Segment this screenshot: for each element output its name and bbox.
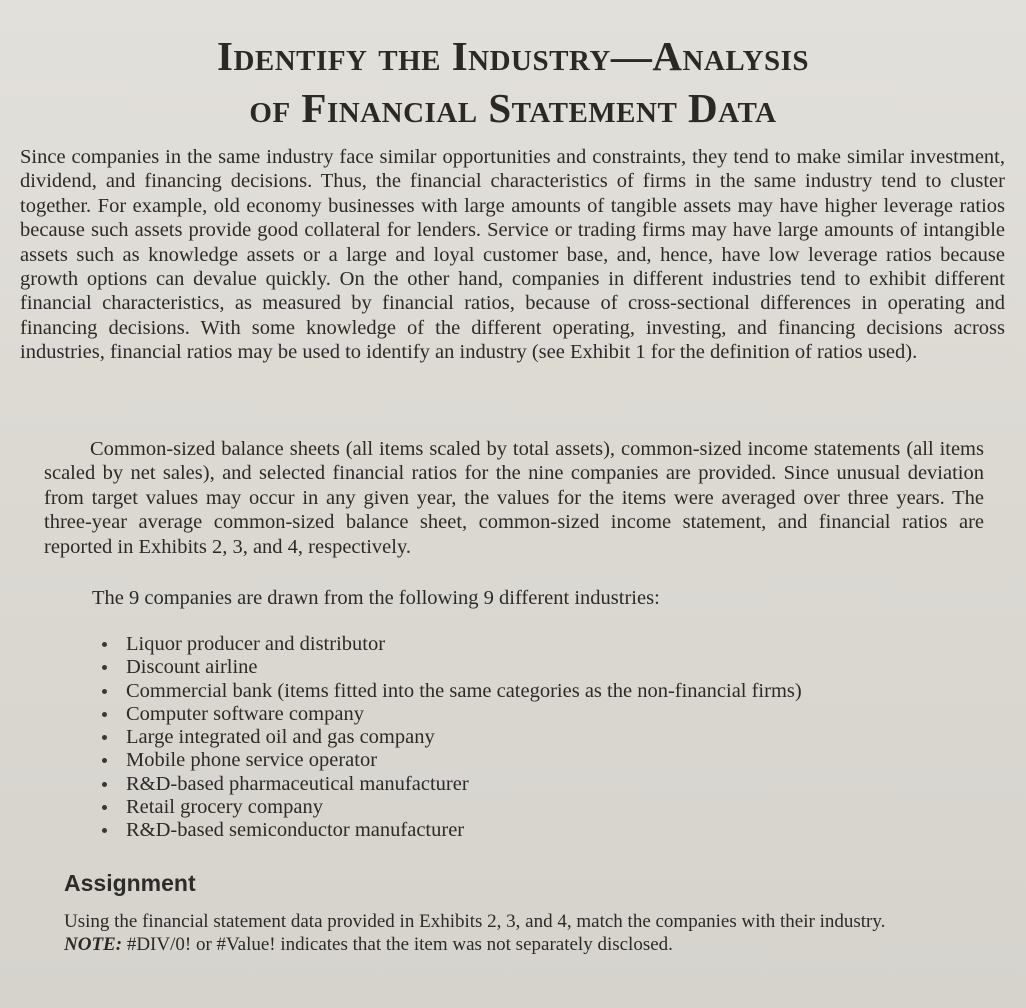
assignment-instruction: Using the financial statement data provided in Exhibits 2, 3, and 4, match the companies with their industry. <box>64 911 886 932</box>
bullet-icon <box>102 712 107 717</box>
page-title <box>0 30 1026 134</box>
bullet-icon <box>102 735 107 740</box>
list-item: Discount airline <box>98 656 802 679</box>
title-line-1: Identify the Industry—Analysis <box>217 33 809 79</box>
common-sized-paragraph: Common-sized balance sheets (all items scaled by total assets), common-sized income statements (all items scaled by net sales), and selected financial ratios for the nine companies are provided. Since unusual deviation from target values may occur in any given year, the values for the items were averaged over three years. The three-year average common-sized balance sheet, common-sized income statement, and financial ratios are reported in Exhibits 2, 3, and 4, respectively. <box>44 438 984 558</box>
list-item: Liquor producer and distributor <box>98 633 802 656</box>
list-item: R&D-based semiconductor manufacturer <box>98 819 802 842</box>
bullet-icon <box>102 642 107 647</box>
bullet-icon <box>102 782 107 787</box>
note-label: NOTE: <box>64 934 123 955</box>
list-item: Commercial bank (items fitted into the same categories as the non-financial firms) <box>98 680 802 703</box>
list-item: Computer software company <box>98 703 802 726</box>
companies-intro-paragraph: The 9 companies are drawn from the following 9 different industries: <box>92 587 660 609</box>
industry-list <box>98 633 802 843</box>
list-item: Retail grocery company <box>98 796 802 819</box>
bullet-icon <box>102 758 107 763</box>
bullet-icon <box>102 665 107 670</box>
assignment-text <box>64 910 994 956</box>
list-item: Large integrated oil and gas company <box>98 726 802 749</box>
bullet-icon <box>102 805 107 810</box>
note-text: #DIV/0! or #Value! indicates that the item was not separately disclosed. <box>122 934 673 955</box>
bullet-icon <box>102 828 107 833</box>
intro-paragraph: Since companies in the same industry face similar opportunities and constraints, they tend to make similar investment, dividend, and financing decisions. Thus, the financial characteristics of firms in the same industry tend to cluster together. For example, old economy businesses with large amounts of tangible assets may have higher leverage ratios because such assets provide good collateral for lenders. Service or trading firms may have large amounts of intangible assets such as knowledge assets or a large and loyal customer base, and, hence, have low leverage ratios because growth options can devalue quickly. On the other hand, companies in different industries tend to exhibit different financial characteristics, as measured by financial ratios, because of cross-sectional differences in operating and financing decisions. With some knowledge of the different operating, investing, and financing decisions across industries, financial ratios may be used to identify an industry (see Exhibit 1 for the definition of ratios used). <box>20 146 1005 364</box>
list-item: R&D-based pharmaceutical manufacturer <box>98 773 802 796</box>
assignment-heading: Assignment <box>64 870 196 896</box>
bullet-icon <box>102 689 107 694</box>
title-line-2: of Financial Statement Data <box>249 85 777 131</box>
list-item: Mobile phone service operator <box>98 749 802 772</box>
